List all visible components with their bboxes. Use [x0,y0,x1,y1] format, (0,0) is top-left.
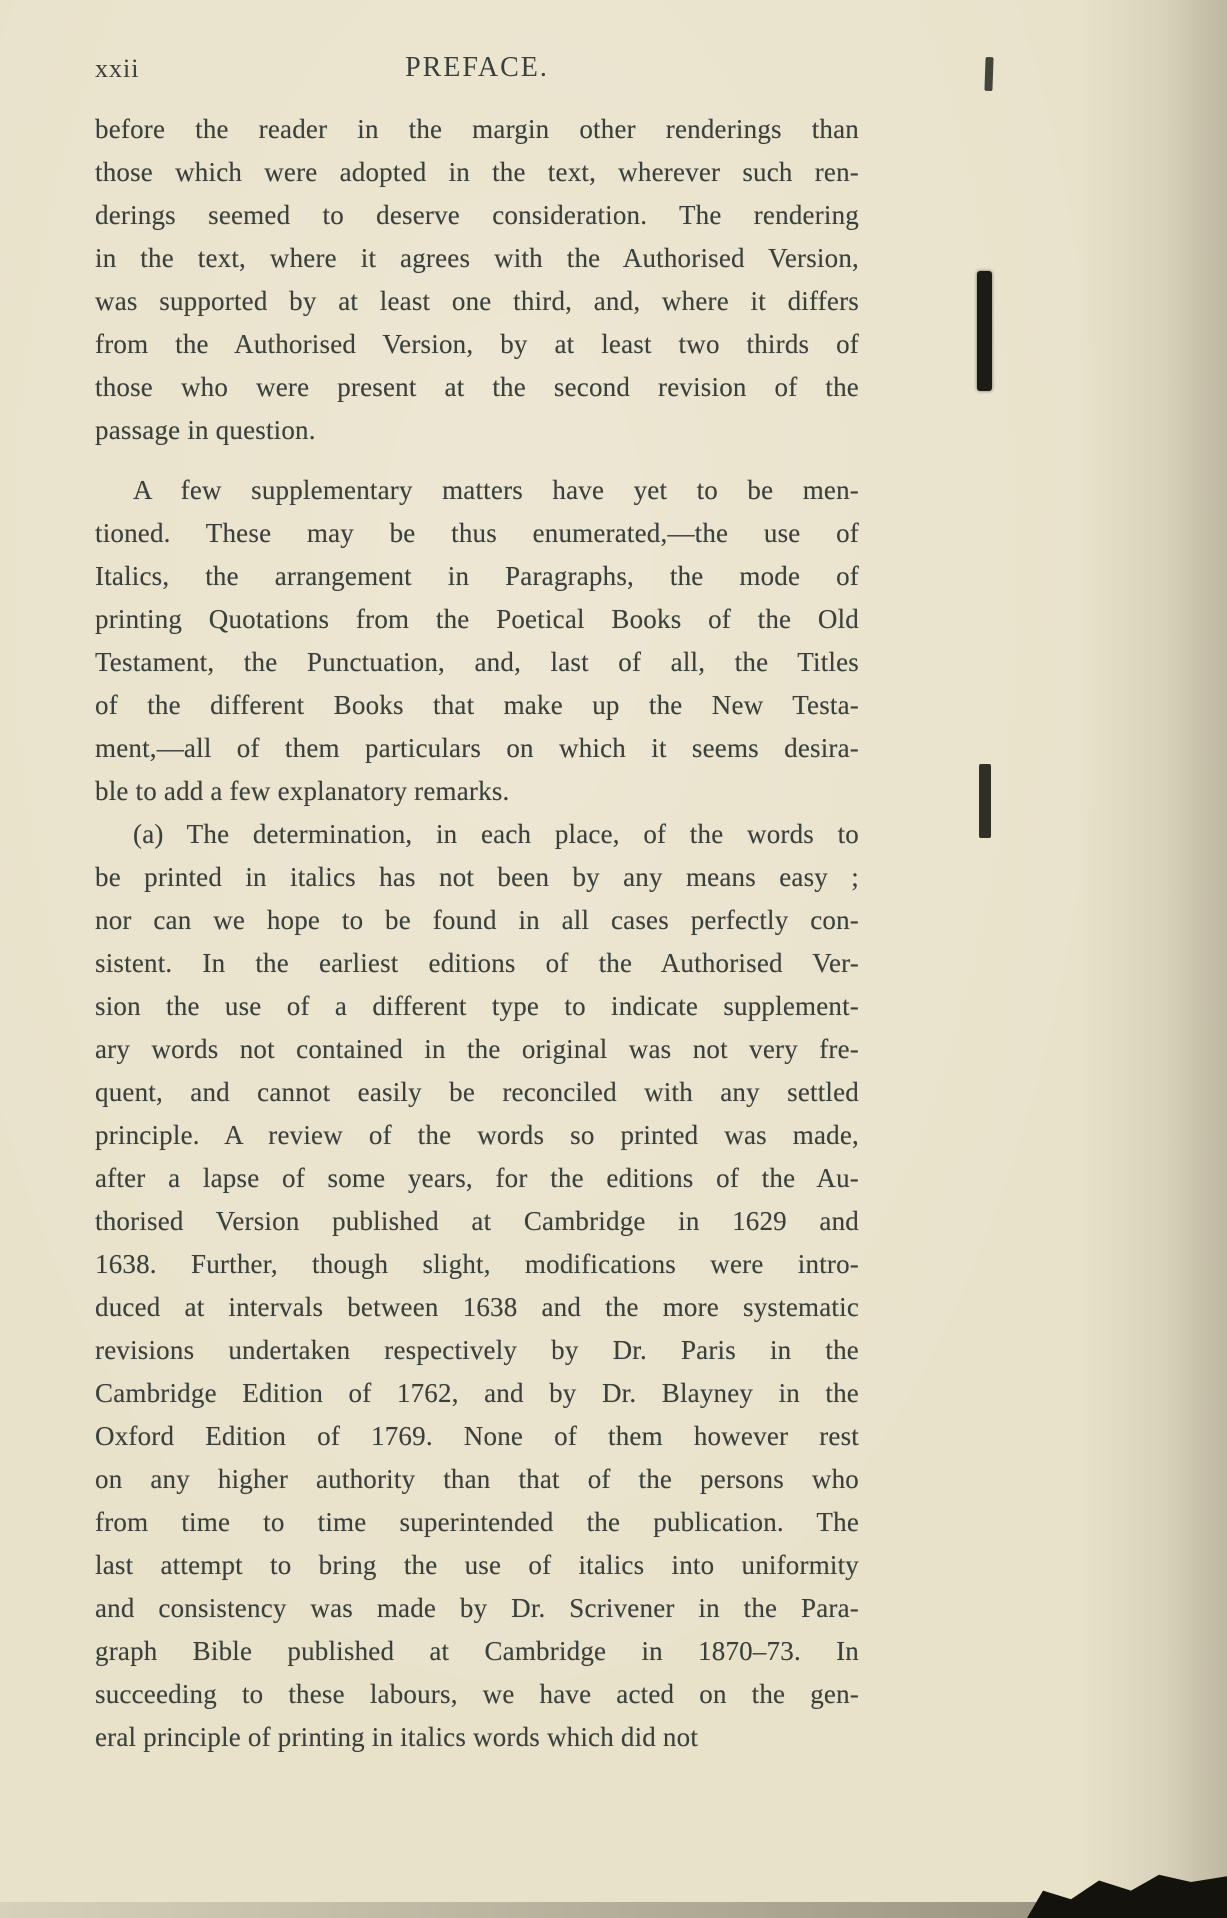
text-line: ble to add a few explanatory remarks. [95,776,510,806]
text-line: printing Quotations from the Poetical Books of the Old [95,604,859,634]
scan-artifact-mark [979,764,991,838]
text-line: sistent. In the earliest editions of the Authorised Ver- [95,948,859,978]
text-line: quent, and cannot easily be reconciled with any settled [95,1077,859,1107]
text-line: Cambridge Edition of 1762, and by Dr. Blayney in the [95,1378,859,1408]
paragraph [95,469,859,813]
text-line: after a lapse of some years, for the editions of the Au- [95,1163,859,1193]
text-line: Testament, the Punctuation, and, last of all, the Titles [95,647,859,677]
text-line: last attempt to bring the use of italics into uniformity [95,1550,859,1580]
paragraph [95,108,859,452]
running-title: PREFACE. [405,52,549,83]
text-line: sion the use of a different type to indicate supplement- [95,991,859,1021]
paragraph [95,813,859,1759]
text-line: on any higher authority than that of the persons who [95,1464,859,1494]
text-line: thorised Version published at Cambridge in 1629 and [95,1206,859,1236]
text-line: tioned. These may be thus enumerated,—the use of [95,518,859,548]
text-line: principle. A review of the words so printed was made, [95,1120,859,1150]
text-line: before the reader in the margin other renderings than [95,114,859,144]
text-line: Oxford Edition of 1769. None of them however rest [95,1421,859,1451]
text-line: 1638. Further, though slight, modifications were intro- [95,1249,859,1279]
text-line: ary words not contained in the original was not very fre- [95,1034,859,1064]
scan-artifact-mark [984,57,993,91]
page-edge-shadow [1077,0,1227,1918]
text-line: ment,—all of them particulars on which it seems desira- [95,733,859,763]
text-line: be printed in italics has not been by any means easy ; [95,862,859,892]
text-line: those which were adopted in the text, wherever such ren- [95,157,859,187]
text-line: duced at intervals between 1638 and the more systematic [95,1292,859,1322]
page-number: xxii [95,54,140,83]
text-line: and consistency was made by Dr. Scrivener in the Para- [95,1593,859,1623]
text-line: those who were present at the second revision of the [95,372,859,402]
text-line: passage in question. [95,415,316,445]
page-header [95,52,859,90]
text-line: was supported by at least one third, and, where it differs [95,286,859,316]
text-column [95,52,859,1759]
page-body [95,108,859,1759]
text-line: revisions undertaken respectively by Dr. Paris in the [95,1335,859,1365]
text-line: from the Authorised Version, by at least two thirds of [95,329,859,359]
text-line: in the text, where it agrees with the Authorised Version, [95,243,859,273]
text-line: graph Bible published at Cambridge in 1870–73. In [95,1636,859,1666]
text-line: nor can we hope to be found in all cases perfectly con- [95,905,859,935]
text-line: A few supplementary matters have yet to be men- [133,475,859,505]
text-line: derings seemed to deserve consideration. The rendering [95,200,859,230]
text-line: from time to time superintended the publication. The [95,1507,859,1537]
text-line: Italics, the arrangement in Paragraphs, the mode of [95,561,859,591]
text-line: (a) The determination, in each place, of the words to [133,819,859,849]
text-line: succeeding to these labours, we have acted on the gen- [95,1679,859,1709]
text-line: eral principle of printing in italics words which did not [95,1722,699,1752]
scan-artifact-mark [977,271,992,391]
text-line: of the different Books that make up the New Testa- [95,690,859,720]
